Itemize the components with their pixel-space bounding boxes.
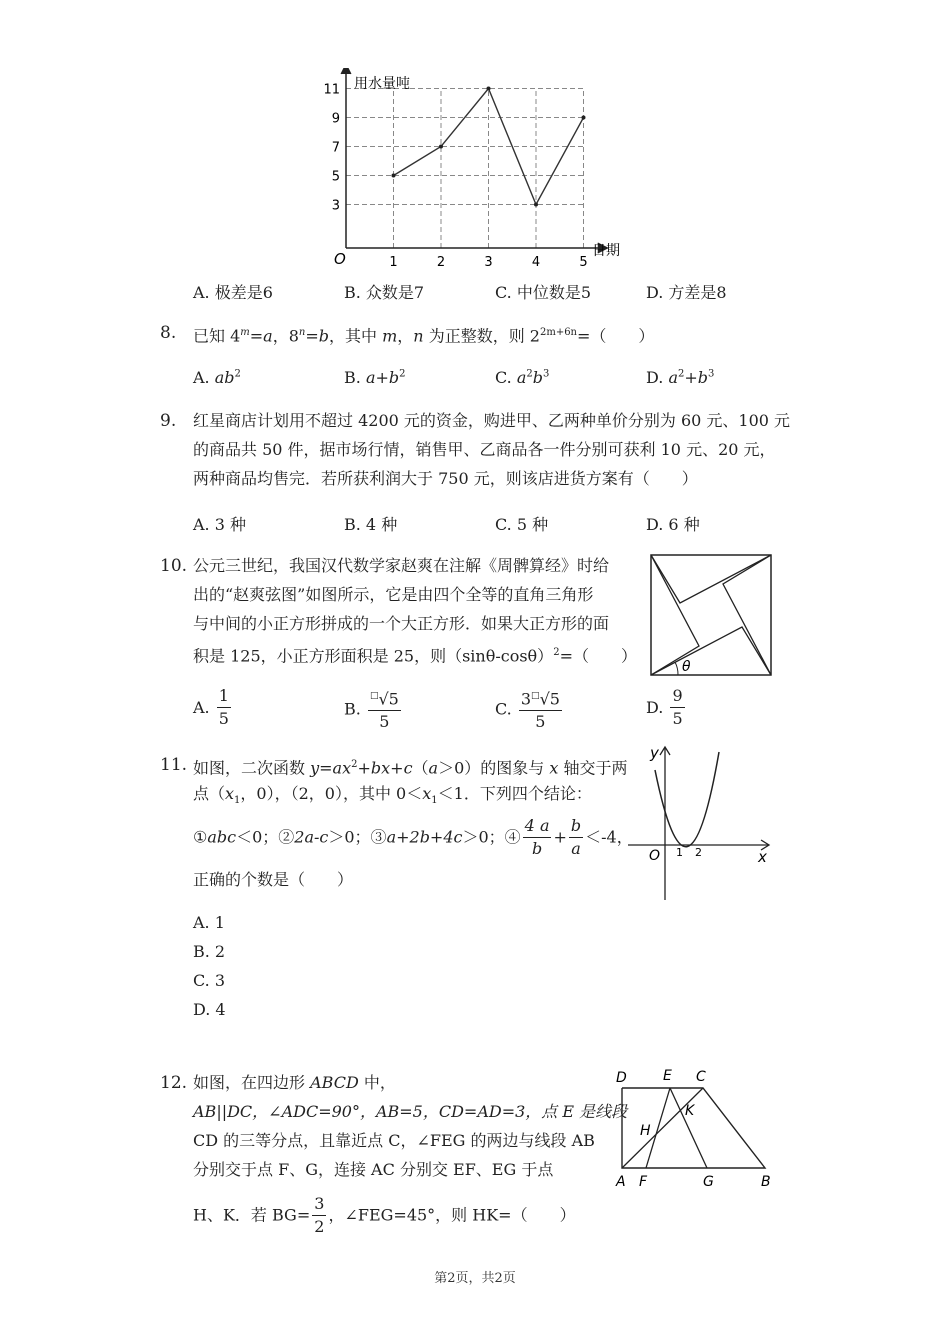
- x-tick-1: 1: [389, 255, 398, 268]
- segment-ac: [622, 1088, 703, 1168]
- q10-option-d: D. $\frac{9}{5}$: [646, 686, 683, 728]
- q9-option-d: D. 6 种: [646, 515, 700, 534]
- q8-option-d: D. $a^2+b^3$: [646, 368, 715, 387]
- x-tick-2: 2: [436, 255, 446, 268]
- q9-line-1: 红星商店计划用不超过 4200 元的资金，购进甲、乙两种单价分别为 60 元、100 元: [193, 411, 791, 430]
- q9-option-b: B. 4 种: [344, 515, 398, 534]
- data-point-day-4: [534, 203, 538, 207]
- segment-eg: [670, 1088, 707, 1168]
- q7-option-c: C. 中位数是5: [495, 283, 592, 302]
- q11-line-2: 点（$x_1$，0），（2，0），其中 $0<x_1<1$．下列四个结论：: [193, 784, 592, 807]
- chart-y-axis-label: 用水量吨: [354, 76, 410, 92]
- triangle-top: [651, 555, 771, 603]
- point-a-label: A: [616, 1174, 626, 1190]
- point-k-label: K: [685, 1103, 695, 1119]
- zhao-shuang-diagram: [648, 552, 774, 678]
- y-tick-5: 5: [331, 169, 340, 185]
- theta-label: θ: [682, 659, 691, 675]
- point-e-label: E: [663, 1068, 672, 1084]
- page-footer: 第2页，共2页: [434, 1271, 516, 1286]
- q10-line-4: 积是 125，小正方形面积是 25，则$(\sin\theta-\cos\theta)^2=$（ ）: [193, 646, 637, 666]
- x-tick-4: 4: [531, 255, 541, 268]
- chart-origin-label: O: [334, 250, 346, 268]
- parabola-graph: [624, 742, 774, 902]
- q12-number: 12.: [160, 1073, 188, 1093]
- x-tick-3: 3: [484, 255, 493, 268]
- chart-x-axis-label: 日期: [592, 243, 620, 259]
- x-axis-label: x: [758, 848, 767, 866]
- angle-arc: [675, 662, 678, 675]
- point-d-label: D: [616, 1070, 627, 1086]
- chart-axes: [341, 68, 608, 253]
- q10-option-a: A. $\frac{1}{5}$: [193, 686, 229, 728]
- data-point-day-5: [582, 116, 586, 120]
- q11-line-3: ①abc＜0；②2a-c＞0；③a+2b+4c＞0；④ $\frac{4 a}{b}$ + $\frac{b}{a}$ ＜-4，: [193, 816, 633, 858]
- q12-line-4: 分别交于点 F、G，连接 AC 分别交 EF、EG 于点: [193, 1160, 554, 1179]
- q10-line-3: 与中间的小正方形拼成的一个大正方形．如果大正方形的面: [193, 614, 610, 633]
- y-tick-9: 9: [331, 111, 340, 127]
- y-tick-7: 7: [331, 140, 340, 156]
- big-square: [651, 555, 771, 675]
- q8-stem: 已知 $4^m=a$，$8^n=b$，其中 m，n 为正整数，则 $2^{2m+6n}=$（ ）: [193, 326, 655, 346]
- q9-option-a: A. 3 种: [193, 515, 246, 534]
- q11-option-a: A. 1: [193, 913, 225, 932]
- q9-line-2: 的商品共 50 件，据市场行情，销售甲、乙商品各一件分别可获利 10 元、20 元，: [193, 440, 776, 459]
- chart-grid: [346, 89, 584, 249]
- point-g-label: G: [703, 1174, 714, 1190]
- y-axis-label: y: [650, 744, 659, 762]
- q8-number: 8.: [160, 323, 177, 343]
- q9-option-c: C. 5 种: [495, 515, 549, 534]
- q7-option-b: B. 众数是7: [344, 283, 425, 302]
- q12-line-1: 如图，在四边形 ABCD 中，: [193, 1073, 396, 1092]
- q12-line-5: H、K．若 BG= $\frac{3}{2}$ ，∠FEG=45°，则 HK=（ ）: [193, 1194, 576, 1236]
- point-h-label: H: [640, 1123, 651, 1139]
- q8-option-a: A. $ab^2$: [193, 368, 241, 387]
- q8-option-b: B. $a+b^2$: [344, 368, 406, 387]
- q11-number: 11.: [160, 755, 188, 775]
- q7-option-a: A. 极差是6: [193, 283, 273, 302]
- q10-number: 10.: [160, 556, 188, 576]
- data-point-day-2: [439, 145, 443, 149]
- point-f-label: F: [639, 1174, 648, 1190]
- x-tick-5: 5: [579, 255, 588, 268]
- q11-option-b: B. 2: [193, 942, 226, 961]
- q11-option-c: C. 3: [193, 971, 226, 990]
- q11-option-d: D. 4: [193, 1000, 226, 1019]
- trapezoid-diagram: [610, 1064, 780, 1194]
- q10-line-1: 公元三世纪，我国汉代数学家赵爽在注解《周髀算经》时给: [193, 556, 610, 575]
- data-point-day-1: [392, 174, 396, 178]
- point-b-label: B: [761, 1174, 771, 1190]
- q10-option-c: C. $\frac{3^□√5}{5}$: [495, 685, 564, 733]
- q10-line-2: 出的“赵爽弦图”如图所示，它是由四个全等的直角三角形: [193, 585, 594, 604]
- q9-number: 9.: [160, 411, 177, 431]
- q11-line-4: 正确的个数是（ ）: [193, 870, 354, 889]
- tick-1-label: 1: [676, 846, 683, 859]
- tick-2-label: 2: [695, 846, 702, 859]
- q7-option-d: D. 方差是8: [646, 283, 727, 302]
- y-axis-arrow: [341, 68, 351, 74]
- y-tick-11: 11: [323, 82, 340, 98]
- q10-option-b: B. $\frac{^□√5}{5}$: [344, 685, 403, 733]
- y-tick-3: 3: [331, 198, 340, 214]
- q8-option-c: C. $a^2b^3$: [495, 368, 550, 387]
- q9-line-3: 两种商品均售完．若所获利润大于 750 元，则该店进货方案有（ ）: [193, 469, 698, 488]
- triangle-left: [651, 555, 699, 675]
- q11-line-1: 如图，二次函数 $y=ax^2+bx+c(a>0)$的图象与 x 轴交于两: [193, 758, 628, 778]
- q12-line-3: CD 的三等分点，且靠近点 C，∠FEG 的两边与线段 AB: [193, 1131, 595, 1150]
- origin-label: O: [649, 848, 661, 864]
- data-point-day-3: [487, 87, 491, 91]
- water-usage-chart: [320, 68, 640, 268]
- q12-line-2: AB||DC，∠ADC=90°，AB=5，CD=AD=3，点 E 是线段: [193, 1102, 628, 1121]
- triangle-bottom: [651, 627, 771, 675]
- triangle-right: [723, 555, 771, 675]
- point-c-label: C: [696, 1069, 706, 1085]
